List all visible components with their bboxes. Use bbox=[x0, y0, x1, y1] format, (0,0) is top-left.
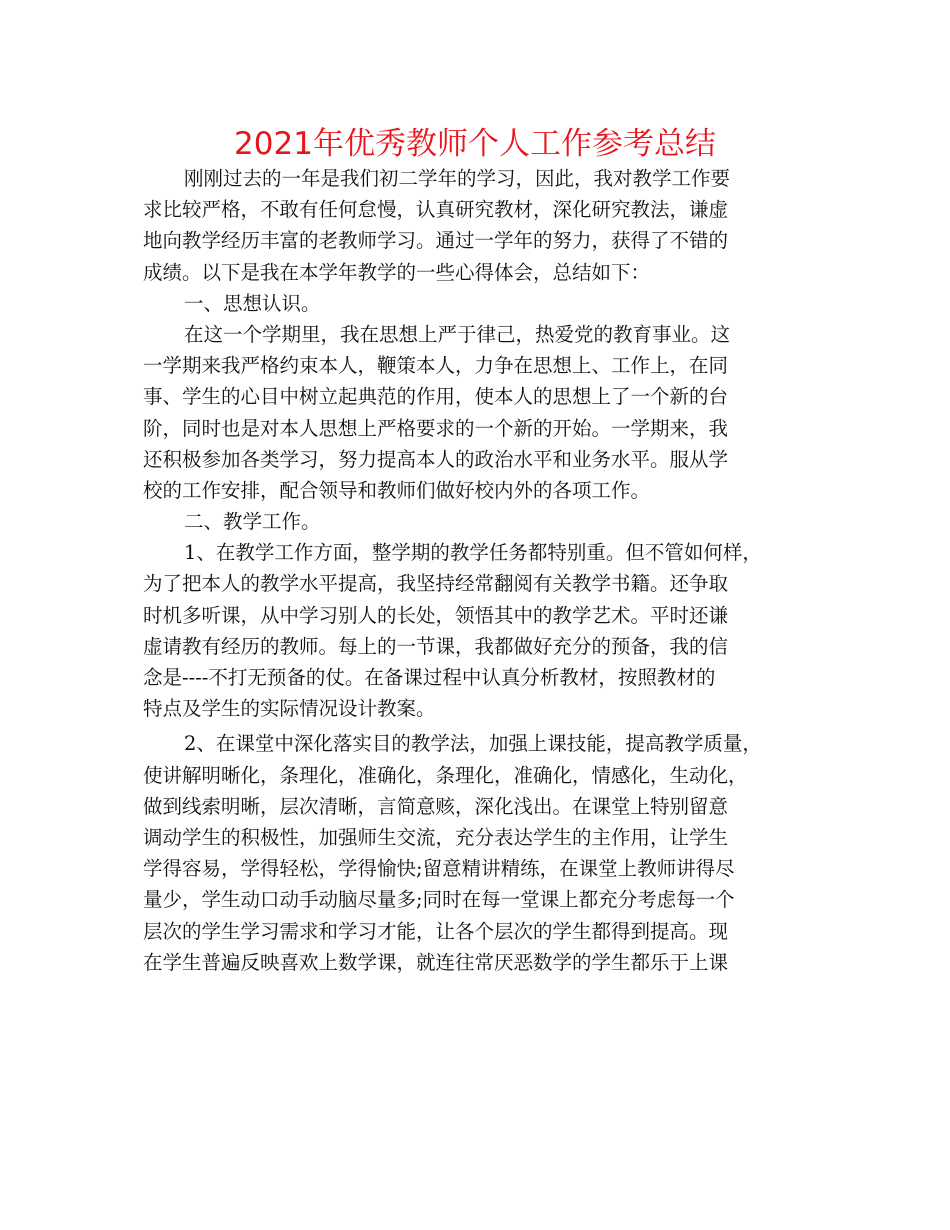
text-line: 1、在教学工作方面，整学期的教学任务都特别重。但不管如何样， bbox=[184, 541, 762, 565]
text-line: 事、学生的心目中树立起典范的作用，使本人的思想上了一个新的台 bbox=[143, 385, 729, 409]
text-line: 量少，学生动口动手动脑尽量多;同时在每一堂课上都充分考虑每一个 bbox=[143, 888, 735, 912]
text-line: 在学生普遍反映喜欢上数学课，就连往常厌恶数学的学生都乐于上课 bbox=[143, 950, 729, 974]
section-heading: 一、思想认识。 bbox=[184, 291, 321, 315]
text-line: 校的工作安排，配合领导和教师们做好校内外的各项工作。 bbox=[143, 478, 651, 502]
text-line: 层次的学生学习需求和学习才能，让各个层次的学生都得到提高。现 bbox=[143, 919, 729, 943]
text-line: 使讲解明晰化，条理化，准确化，条理化，准确化，情感化，生动化， bbox=[143, 763, 748, 787]
section-heading: 二、教学工作。 bbox=[184, 510, 321, 534]
text-line: 在这一个学期里，我在思想上严于律己，热爱党的教育事业。这 bbox=[184, 322, 731, 346]
document-title: 2021年优秀教师个人工作参考总结 bbox=[234, 126, 716, 162]
text-line: 一学期来我严格约束本人，鞭策本人，力争在思想上、工作上，在同 bbox=[143, 354, 729, 378]
text-line: 求比较严格，不敢有任何怠慢，认真研究教材，深化研究教法，谦虚 bbox=[143, 198, 729, 222]
text-line: 2、在课堂中深化落实目的教学法，加强上课技能，提高教学质量， bbox=[184, 732, 762, 756]
text-line: 还积极参加各类学习，努力提高本人的政治水平和业务水平。服从学 bbox=[143, 447, 729, 471]
text-line: 时机多听课，从中学习别人的长处，领悟其中的教学艺术。平时还谦 bbox=[143, 603, 729, 627]
document-body bbox=[143, 163, 813, 978]
text-line: 学得容易，学得轻松，学得愉快;留意精讲精练，在课堂上教师讲得尽 bbox=[143, 857, 735, 881]
text-line: 阶，同时也是对本人思想上严格要求的一个新的开始。一学期来，我 bbox=[143, 416, 729, 440]
text-line: 调动学生的积极性，加强师生交流，充分表达学生的主作用，让学生 bbox=[143, 825, 729, 849]
text-line: 成绩。以下是我在本学年教学的一些心得体会，总结如下： bbox=[143, 260, 651, 284]
text-line: 刚刚过去的一年是我们初二学年的学习，因此，我对教学工作要 bbox=[184, 167, 731, 190]
text-line: 为了把本人的教学水平提高，我坚持经常翻阅有关教学书籍。还争取 bbox=[143, 572, 729, 596]
text-line: 念是----不打无预备的仗。在备课过程中认真分析教材，按照教材的 bbox=[143, 666, 716, 689]
text-line: 地向教学经历丰富的老教师学习。通过一学年的努力，获得了不错的 bbox=[143, 229, 729, 253]
text-line: 特点及学生的实际情况设计教案。 bbox=[143, 697, 436, 721]
text-line: 做到线索明晰，层次清晰，言简意赅，深化浅出。在课堂上特别留意 bbox=[143, 794, 729, 818]
text-line: 虚请教有经历的教师。每上的一节课，我都做好充分的预备，我的信 bbox=[143, 634, 729, 658]
